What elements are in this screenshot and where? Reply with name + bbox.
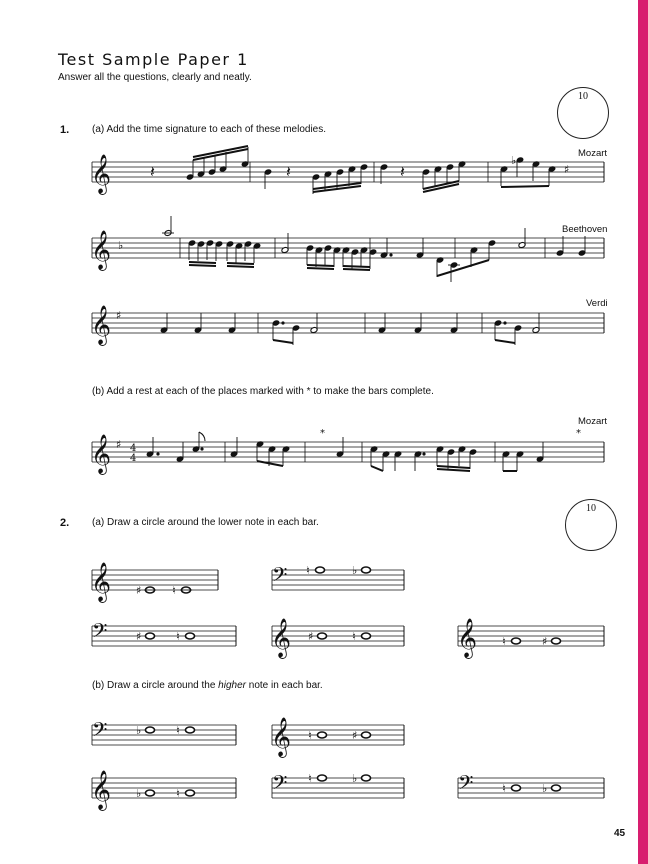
rest-icon: 𝄽: [286, 162, 291, 181]
augmentation-dot: [504, 322, 506, 324]
augmentation-dot: [201, 448, 203, 450]
natural-icon: ♮: [176, 724, 180, 737]
mark-value: 10: [578, 91, 588, 102]
whole-note-icon: [316, 567, 325, 573]
beam: [227, 266, 254, 267]
beam: [307, 265, 334, 266]
question-number: 1.: [60, 124, 70, 136]
rest-marker-symbol: *: [576, 428, 581, 439]
natural-icon: ♮: [502, 635, 506, 648]
natural-icon: ♮: [176, 630, 180, 643]
augmentation-dot: [157, 453, 159, 455]
augmentation-dot: [390, 254, 392, 256]
flat-icon: ♭: [136, 724, 142, 737]
beam: [227, 263, 254, 264]
composer-label: Verdi: [586, 298, 608, 309]
sharp-icon: ♯: [116, 309, 122, 322]
whole-note-icon: [362, 732, 371, 738]
beam: [371, 466, 383, 471]
whole-note-icon: [512, 638, 521, 644]
composer-label: Mozart: [578, 416, 608, 427]
time-signature: 4: [130, 443, 137, 454]
flat-icon: ♭: [352, 564, 358, 577]
rest-icon: 𝄽: [400, 162, 405, 181]
whole-note-icon: [318, 775, 327, 781]
beam: [189, 265, 216, 266]
treble-clef-icon: 𝄞: [457, 618, 478, 658]
flat-icon: ♭: [511, 154, 517, 167]
bass-clef-icon: 𝄢: [92, 718, 108, 746]
beam: [437, 469, 470, 471]
flag: [199, 432, 205, 441]
beam: [437, 260, 489, 276]
page-subtitle: Answer all the questions, clearly and neatly.: [58, 72, 252, 83]
natural-icon: ♮: [176, 787, 180, 800]
whole-note-icon: [552, 638, 561, 644]
treble-clef-icon: 𝄞: [271, 618, 292, 658]
page-number: 45: [614, 828, 626, 839]
whole-note-icon: [146, 790, 155, 796]
beam: [273, 340, 293, 343]
flat-icon: ♭: [118, 239, 124, 252]
augmentation-dot: [282, 322, 284, 324]
flat-icon: ♭: [542, 782, 548, 795]
bass-clef-icon: 𝄢: [458, 771, 474, 799]
sharp-icon: ♯: [136, 584, 142, 597]
beam: [343, 266, 370, 267]
treble-clef-icon: 𝄞: [91, 305, 112, 345]
treble-clef-icon: 𝄞: [271, 717, 292, 757]
question-number: 2.: [60, 517, 70, 529]
natural-icon: ♮: [352, 630, 356, 643]
whole-note-icon: [362, 775, 371, 781]
whole-note-icon: [362, 633, 371, 639]
treble-clef-icon: 𝄞: [91, 154, 112, 194]
bass-clef-icon: 𝄢: [92, 619, 108, 647]
sharp-icon: ♯: [352, 729, 358, 742]
whole-note-icon: [146, 633, 155, 639]
whole-note-icon: [186, 633, 195, 639]
instruction-q2a: (a) Draw a circle around the lower note in each bar.: [92, 517, 319, 528]
natural-icon: ♮: [306, 564, 310, 577]
sharp-icon: ♯: [136, 630, 142, 643]
whole-note-icon: [146, 727, 155, 733]
instruction-q1b: (b) Add a rest at each of the places marked with * to make the bars complete.: [92, 386, 434, 397]
augmentation-dot: [423, 453, 425, 455]
page-title: Test Sample Paper 1: [58, 50, 249, 69]
beam: [189, 262, 216, 263]
flat-icon: ♭: [136, 787, 142, 800]
whole-note-icon: [552, 785, 561, 791]
beam: [343, 269, 370, 270]
beam: [501, 186, 549, 187]
whole-note-icon: [186, 790, 195, 796]
sharp-icon: ♯: [564, 163, 570, 176]
sharp-icon: ♯: [542, 635, 548, 648]
whole-note-icon: [362, 567, 371, 573]
mark-value: 10: [586, 503, 596, 514]
natural-icon: ♮: [308, 772, 312, 785]
beam: [437, 466, 470, 468]
flat-icon: ♭: [352, 772, 358, 785]
natural-icon: ♮: [172, 584, 176, 597]
instruction-q1a: (a) Add the time signature to each of these melodies.: [92, 124, 327, 135]
sharp-icon: ♯: [308, 630, 314, 643]
beam: [495, 340, 515, 343]
natural-icon: ♮: [502, 782, 506, 795]
natural-icon: ♮: [308, 729, 312, 742]
time-signature: 4: [130, 453, 137, 464]
whole-note-icon: [318, 633, 327, 639]
treble-clef-icon: 𝄞: [91, 230, 112, 270]
composer-label: Mozart: [578, 148, 608, 159]
treble-clef-icon: 𝄞: [91, 562, 112, 602]
rest-icon: 𝄽: [150, 162, 155, 181]
beam: [307, 268, 334, 269]
whole-note-icon: [512, 785, 521, 791]
treble-clef-icon: 𝄞: [91, 770, 112, 810]
rest-marker-symbol: *: [320, 428, 325, 439]
composer-label: Beethoven: [562, 224, 608, 235]
instruction-q2b: (b) Draw a circle around the higher note in each bar.: [92, 680, 323, 691]
whole-note-icon: [318, 732, 327, 738]
bass-clef-icon: 𝄢: [272, 563, 288, 591]
bass-clef-icon: 𝄢: [272, 771, 288, 799]
sharp-icon: ♯: [116, 438, 122, 451]
treble-clef-icon: 𝄞: [91, 434, 112, 474]
whole-note-icon: [186, 727, 195, 733]
